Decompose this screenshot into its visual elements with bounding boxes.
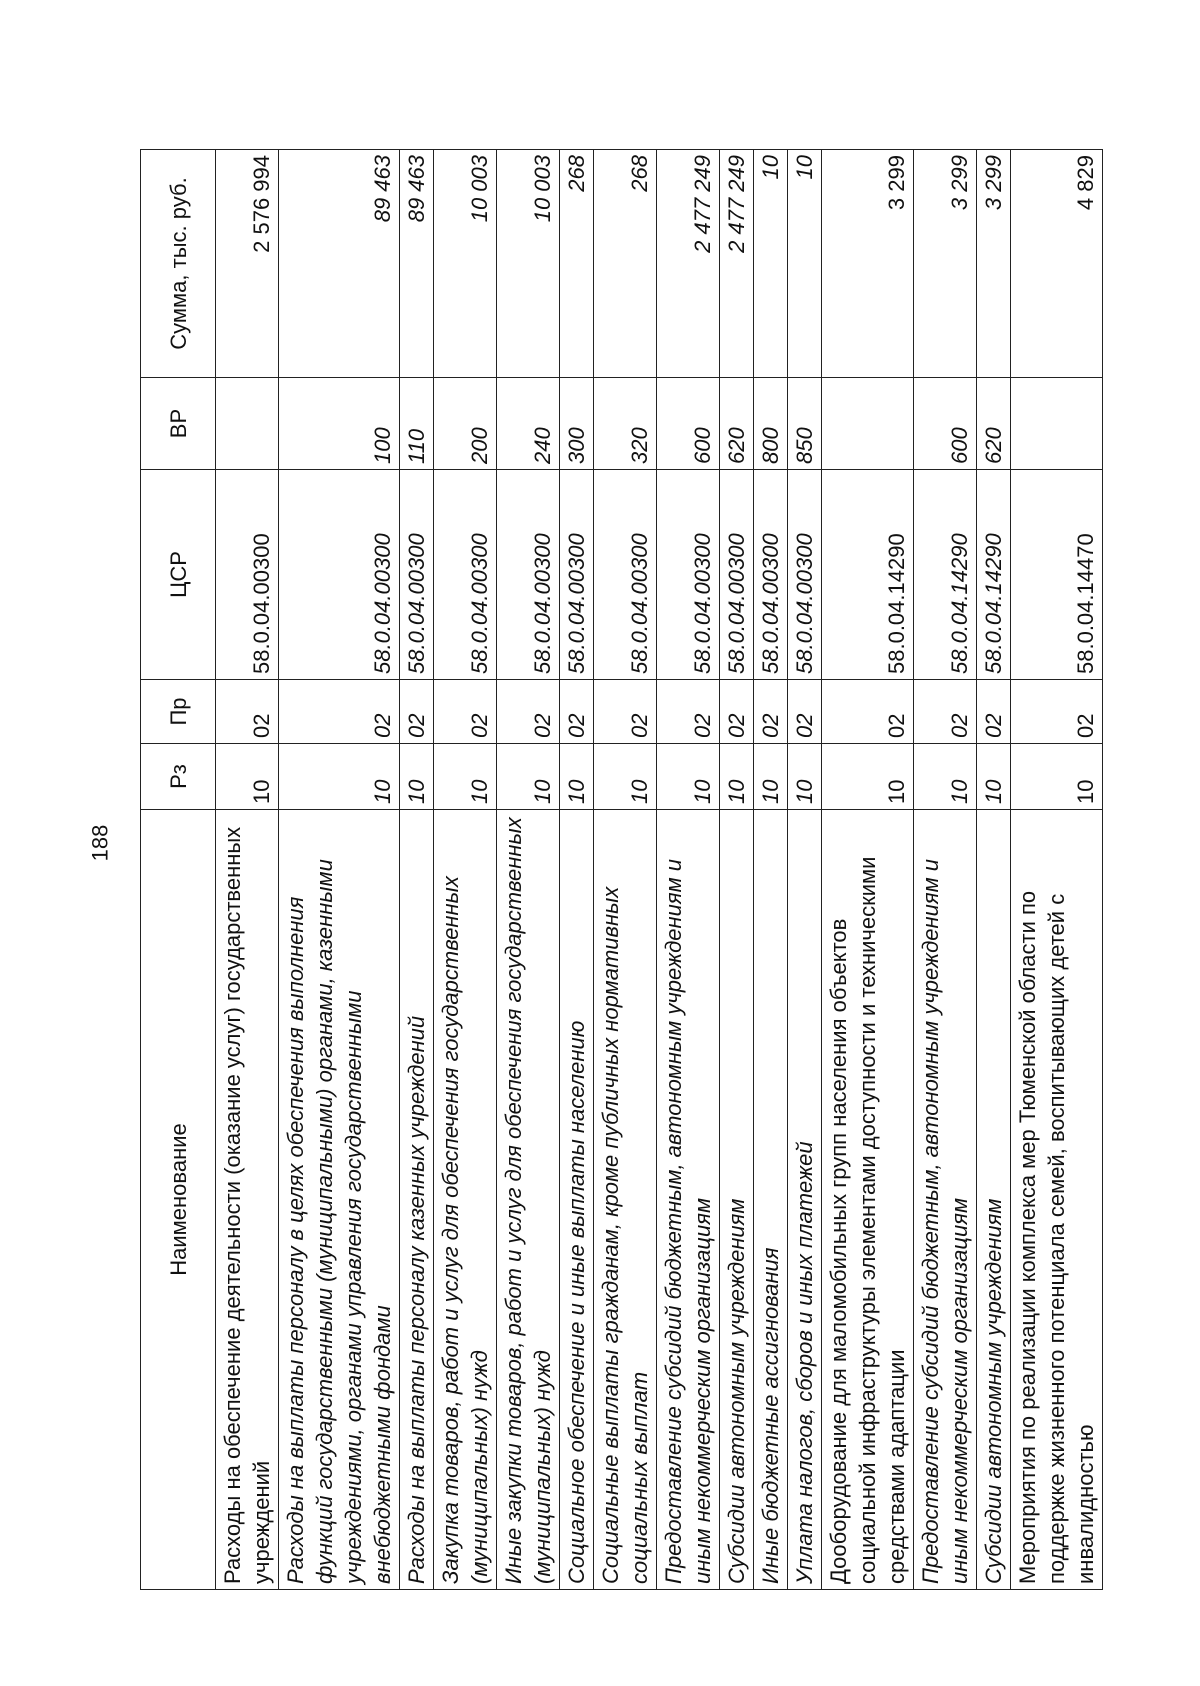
cell-sum: 2 477 249	[720, 150, 754, 378]
cell-rz: 10	[434, 744, 497, 810]
cell-csr: 58.0.04.00300	[400, 470, 434, 680]
cell-rz: 10	[788, 744, 822, 810]
cell-csr: 58.0.04.00300	[560, 470, 594, 680]
cell-pr: 02	[657, 680, 720, 744]
cell-rz: 10	[400, 744, 434, 810]
cell-csr: 58.0.04.14290	[914, 470, 977, 680]
cell-vr	[1011, 378, 1103, 470]
cell-pr: 02	[594, 680, 657, 744]
cell-csr: 58.0.04.00300	[754, 470, 788, 680]
cell-rz: 10	[914, 744, 977, 810]
cell-csr: 58.0.04.14290	[977, 470, 1011, 680]
cell-csr: 58.0.04.00300	[497, 470, 560, 680]
cell-name: Социальные выплаты гражданам, кроме публичных нормативных социальных выплат	[594, 810, 657, 1590]
table-row	[977, 150, 1011, 1590]
header-sum: Сумма, тыс. руб.	[141, 150, 216, 378]
cell-vr	[216, 378, 279, 470]
cell-vr: 320	[594, 378, 657, 470]
table-row	[914, 150, 977, 1590]
table-row	[822, 150, 914, 1590]
cell-vr: 800	[754, 378, 788, 470]
cell-sum: 3 299	[914, 150, 977, 378]
cell-rz: 10	[497, 744, 560, 810]
header-rz: Рз	[141, 744, 216, 810]
header-pr: Пр	[141, 680, 216, 744]
table-row	[434, 150, 497, 1590]
cell-name: Уплата налогов, сборов и иных платежей	[788, 810, 822, 1590]
cell-pr: 02	[434, 680, 497, 744]
cell-sum: 10	[788, 150, 822, 378]
cell-vr	[822, 378, 914, 470]
table-row	[657, 150, 720, 1590]
cell-csr: 58.0.04.00300	[594, 470, 657, 680]
cell-sum: 10	[754, 150, 788, 378]
header-name: Наименование	[141, 810, 216, 1590]
table-row	[1011, 150, 1103, 1590]
cell-pr: 02	[216, 680, 279, 744]
cell-rz: 10	[657, 744, 720, 810]
cell-name: Расходы на выплаты персоналу в целях обеспечения выполнения функций государственными (муниципальными) органами, казенными учреждениями, органами управления государственными внебюджетными фондами	[279, 810, 400, 1590]
cell-pr: 02	[977, 680, 1011, 744]
cell-name: Мероприятия по реализации комплекса мер Тюменской области по поддержке жизненного потенциала семей, воспитывающих детей с инвалидностью	[1011, 810, 1103, 1590]
cell-vr: 600	[657, 378, 720, 470]
rotated-table-wrapper	[140, 130, 1150, 1590]
cell-sum: 4 829	[1011, 150, 1103, 378]
cell-rz: 10	[977, 744, 1011, 810]
cell-vr: 200	[434, 378, 497, 470]
cell-name: Предоставление субсидий бюджетным, автономным учреждениям и иным некоммерческим организациям	[657, 810, 720, 1590]
cell-name: Социальное обеспечение и иные выплаты населению	[560, 810, 594, 1590]
cell-rz: 10	[216, 744, 279, 810]
cell-sum: 268	[560, 150, 594, 378]
cell-csr: 58.0.04.14470	[1011, 470, 1103, 680]
budget-table	[140, 149, 1103, 1590]
table-body	[216, 150, 1103, 1590]
cell-rz: 10	[720, 744, 754, 810]
cell-pr: 02	[497, 680, 560, 744]
table-row	[497, 150, 560, 1590]
cell-rz: 10	[560, 744, 594, 810]
table-row	[754, 150, 788, 1590]
cell-rz: 10	[754, 744, 788, 810]
cell-csr: 58.0.04.00300	[279, 470, 400, 680]
cell-sum: 10 003	[434, 150, 497, 378]
cell-vr: 300	[560, 378, 594, 470]
cell-name: Закупка товаров, работ и услуг для обеспечения государственных (муниципальных) нужд	[434, 810, 497, 1590]
cell-vr: 100	[279, 378, 400, 470]
cell-vr: 850	[788, 378, 822, 470]
page-number: 188	[87, 824, 113, 862]
cell-csr: 58.0.04.00300	[720, 470, 754, 680]
cell-sum: 2 477 249	[657, 150, 720, 378]
table-row	[788, 150, 822, 1590]
cell-csr: 58.0.04.14290	[822, 470, 914, 680]
table-row	[279, 150, 400, 1590]
cell-rz: 10	[1011, 744, 1103, 810]
header-csr: ЦСР	[141, 470, 216, 680]
cell-sum: 3 299	[822, 150, 914, 378]
cell-sum: 10 003	[497, 150, 560, 378]
cell-csr: 58.0.04.00300	[657, 470, 720, 680]
cell-csr: 58.0.04.00300	[216, 470, 279, 680]
cell-sum: 3 299	[977, 150, 1011, 378]
cell-csr: 58.0.04.00300	[434, 470, 497, 680]
header-vr: ВР	[141, 378, 216, 470]
cell-vr: 620	[977, 378, 1011, 470]
cell-csr: 58.0.04.00300	[788, 470, 822, 680]
cell-pr: 02	[560, 680, 594, 744]
cell-name: Субсидии автономным учреждениям	[977, 810, 1011, 1590]
cell-name: Расходы на выплаты персоналу казенных учреждений	[400, 810, 434, 1590]
cell-vr: 110	[400, 378, 434, 470]
table-row	[594, 150, 657, 1590]
cell-pr: 02	[788, 680, 822, 744]
cell-rz: 10	[279, 744, 400, 810]
cell-sum: 2 576 994	[216, 150, 279, 378]
cell-name: Иные закупки товаров, работ и услуг для обеспечения государственных (муниципальных) нужд	[497, 810, 560, 1590]
cell-rz: 10	[822, 744, 914, 810]
table-row	[216, 150, 279, 1590]
table-row	[560, 150, 594, 1590]
cell-name: Предоставление субсидий бюджетным, автономным учреждениям и иным некоммерческим организациям	[914, 810, 977, 1590]
table-header-row	[141, 150, 216, 1590]
cell-vr: 600	[914, 378, 977, 470]
cell-pr: 02	[754, 680, 788, 744]
cell-name: Дооборудование для маломобильных групп населения объектов социальной инфраструктуры элементами доступности и техническими средствами адаптации	[822, 810, 914, 1590]
cell-sum: 89 463	[400, 150, 434, 378]
cell-pr: 02	[914, 680, 977, 744]
table-row	[720, 150, 754, 1590]
table-row	[400, 150, 434, 1590]
cell-name: Иные бюджетные ассигнования	[754, 810, 788, 1590]
cell-name: Расходы на обеспечение деятельности (оказание услуг) государственных учреждений	[216, 810, 279, 1590]
cell-pr: 02	[1011, 680, 1103, 744]
cell-pr: 02	[279, 680, 400, 744]
cell-pr: 02	[400, 680, 434, 744]
cell-sum: 268	[594, 150, 657, 378]
cell-sum: 89 463	[279, 150, 400, 378]
cell-pr: 02	[822, 680, 914, 744]
cell-pr: 02	[720, 680, 754, 744]
cell-vr: 240	[497, 378, 560, 470]
cell-rz: 10	[594, 744, 657, 810]
cell-vr: 620	[720, 378, 754, 470]
cell-name: Субсидии автономным учреждениям	[720, 810, 754, 1590]
